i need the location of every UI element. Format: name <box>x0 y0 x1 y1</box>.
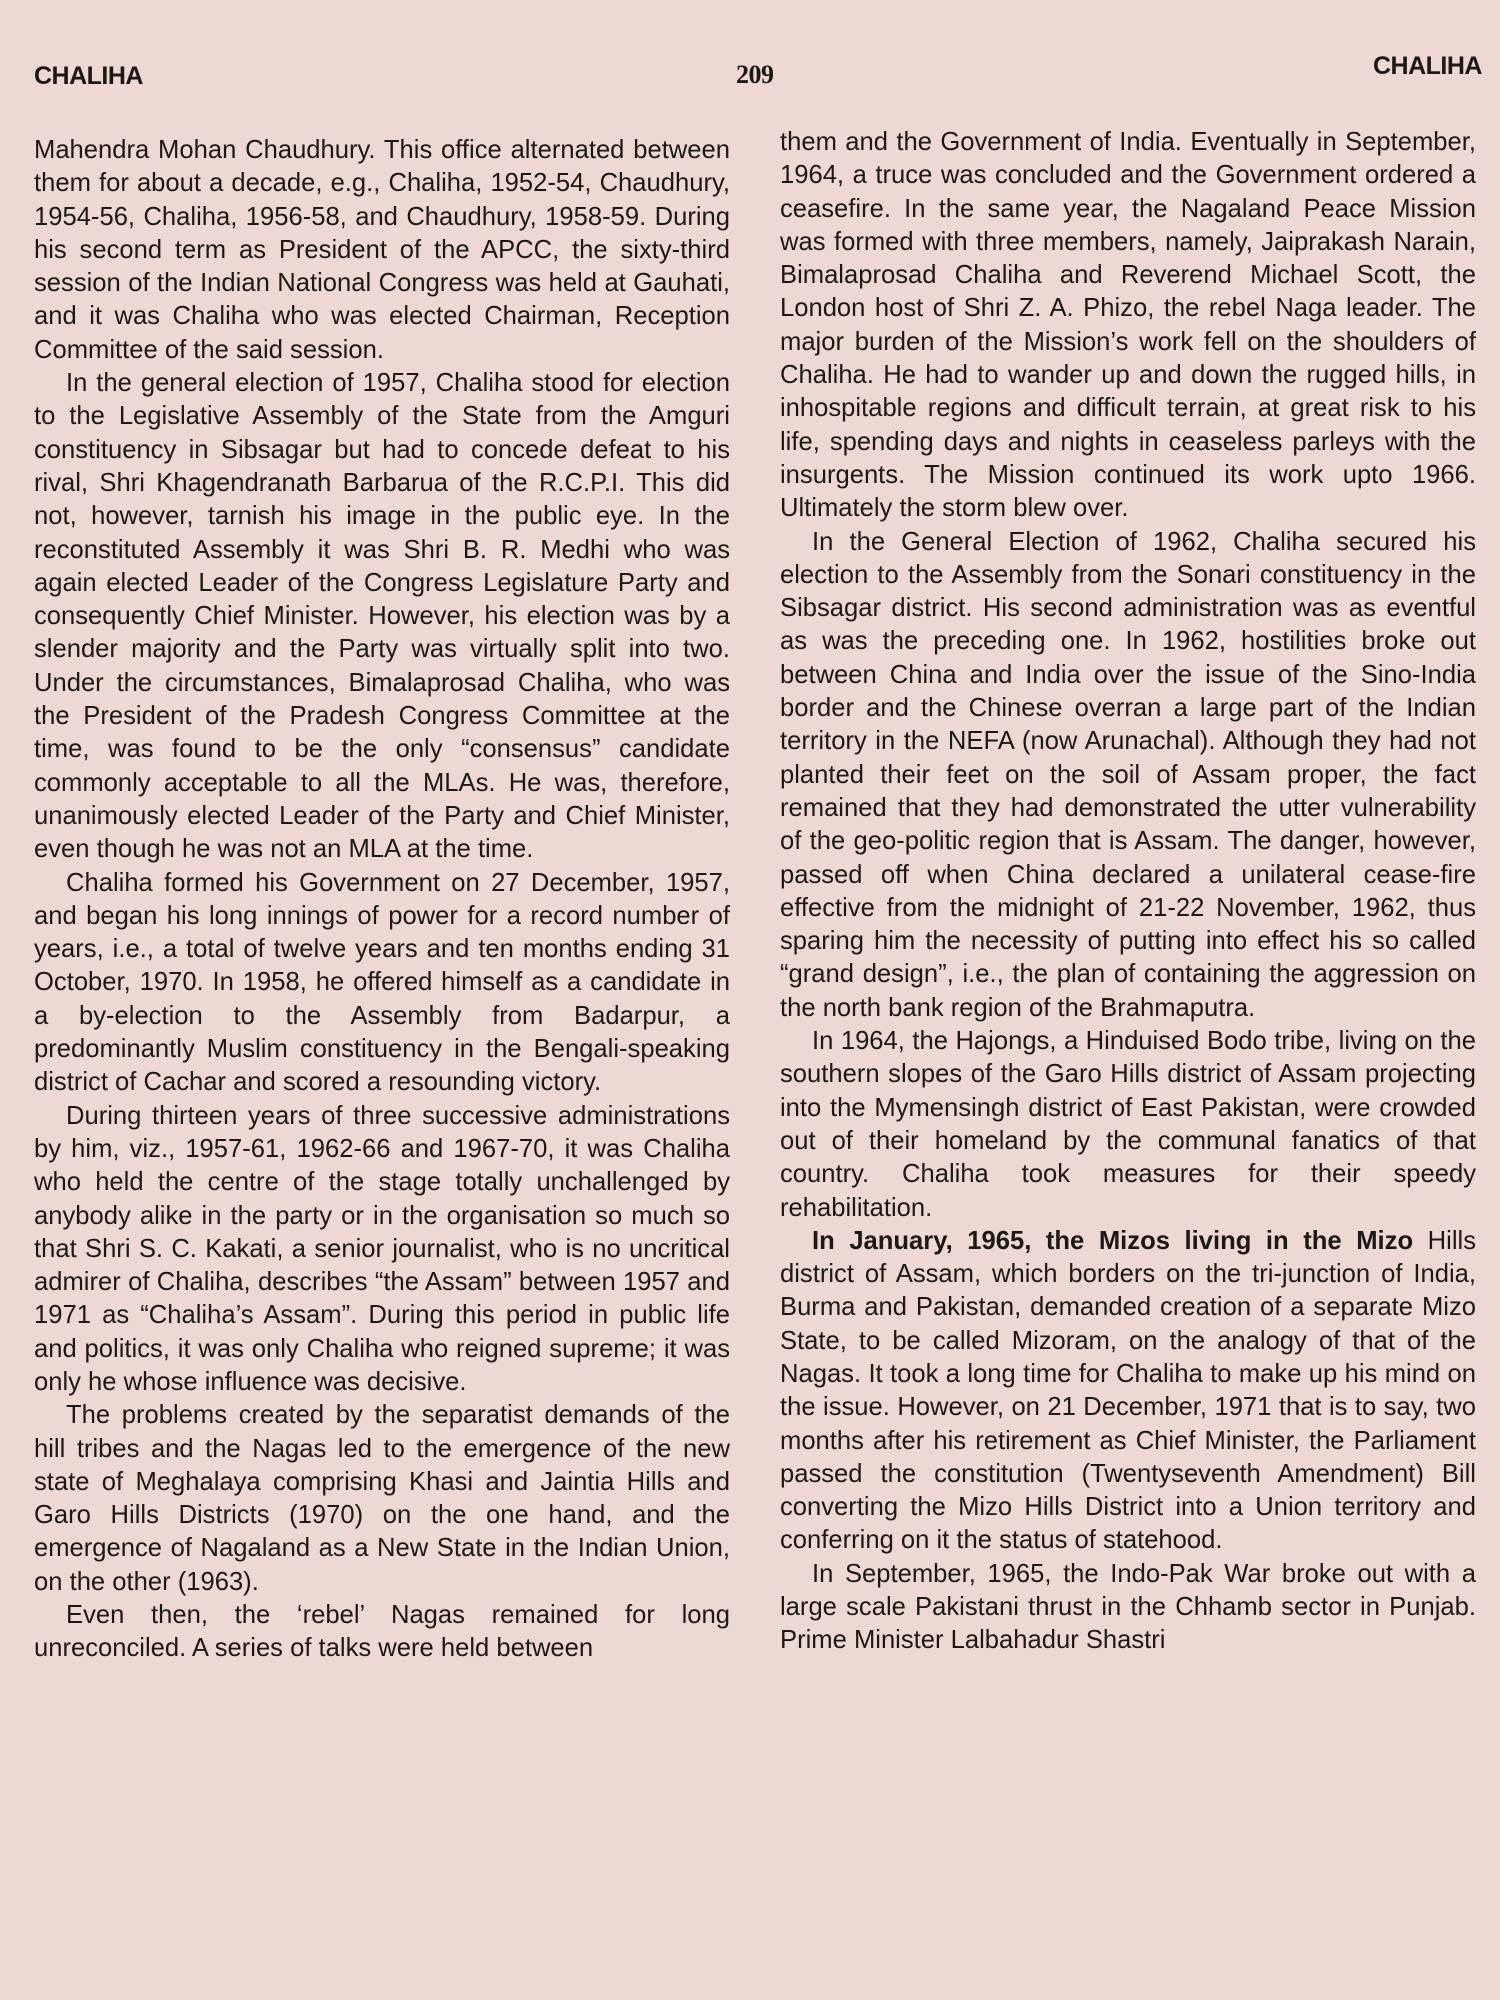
running-head-left: CHALIHA <box>34 62 143 90</box>
paragraph-rest: Hills district of Assam, which borders on the tri-junction of India, Burma and Pakistan, demanded creation of a separate Mizo State, to be called Mizoram, on the analogy of that of the Nagas. It took a long time for Chaliha to make up his mind on the issue. However, on 21 December, 1971 that is to say, two months after his retirement as Chief Minister, the Parliament passed the constitution (Twentyseventh Amendment) Bill converting the Mizo Hills District into a Union territory and conferring on it the status of statehood. <box>780 1226 1476 1555</box>
right-column <box>780 126 1476 1658</box>
paragraph: In the General Election of 1962, Chaliha secured his election to the Assembly from the Sonari constituency in the Sibsagar district. His second administration was as eventful as was the preceding one. In 1962, hostilities broke out between China and India over the issue of the Sino-India border and the Chinese overran a large part of the Indian territory in the NEFA (now Arunachal). Although they had not planted their feet on the soil of Assam proper, the fact remained that they had demonstrated the utter vulnerability of the geo-politic region that is Assam. The danger, however, passed off when China declared a unilateral cease-fire effective from the midnight of 21-22 November, 1962, thus sparing him the necessity of putting into effect his so called “grand design”, i.e., the plan of containing the aggression on the north bank region of the Brahmaputra. <box>780 527 1476 1022</box>
paragraph: The problems created by the separatist demands of the hill tribes and the Nagas led to the emergence of the new state of Meghalaya comprising Khasi and Jaintia Hills and Garo Hills Districts (1970) on the one hand, and the emergence of Nagaland as a New State in the Indian Union, on the other (1963). <box>34 1401 730 1596</box>
paragraph: In September, 1965, the Indo-Pak War broke out with a large scale Pakistani thrust in the Chhamb sector in Punjab. Prime Minister Lalbahadur Shastri <box>780 1559 1476 1655</box>
paragraph <box>780 1225 1476 1558</box>
paragraph: them and the Government of India. Eventually in September, 1964, a truce was concluded and the Government ordered a ceasefire. In the same year, the Nagaland Peace Mission was formed with three members, namely, Jaiprakash Narain, Bimalaprosad Chaliha and Reverend Michael Scott, the London host of Shri Z. A. Phizo, the rebel Naga leader. The major burden of the Mission’s work fell on the shoulders of Chaliha. He had to wander up and down the rugged hills, in inhospitable regions and difficult terrain, at great risk to his life, spending days and nights in ceaseless parleys with the insurgents. The Mission continued its work upto 1966. Ultimately the storm blew over. <box>780 128 1476 523</box>
paragraph: During thirteen years of three successive administrations by him, viz., 1957-61, 1962-66 and 1967-70, it was Chaliha who held the centre of the stage totally unchallenged by anybody alike in the party or in the organisation so much so that Shri S. C. Kakati, a senior journalist, who is no uncritical admirer of Chaliha, describes “the Assam” between 1957 and 1971 as “Chaliha’s Assam”. During this period in public life and politics, it was only Chaliha who reigned supreme; it was only he whose influence was decisive. <box>34 1101 730 1396</box>
paragraph: In 1964, the Hajongs, a Hinduised Bodo tribe, living on the southern slopes of the Garo Hills district of Assam projecting into the Mymensingh district of East Pakistan, were crowded out of their homeland by the communal fanatics of that country. Chaliha took measures for their speedy rehabilitation. <box>780 1027 1476 1222</box>
paragraph-bold-lead: In January, 1965, the Mizos living in the Mizo <box>812 1226 1414 1255</box>
paragraph: Even then, the ‘rebel’ Nagas remained for long unreconciled. A series of talks were held between <box>34 1601 730 1663</box>
page-number: 209 <box>736 60 774 89</box>
paragraph: Mahendra Mohan Chaudhury. This office alternated between them for about a decade, e.g., Chaliha, 1952-54, Chaudhury, 1954-56, Chaliha, 1956-58, and Chaudhury, 1958-59. During his second term as President of the APCC, the sixty-third session of the Indian National Congress was held at Gauhati, and it was Chaliha who was elected Chairman, Reception Committee of the said session. <box>34 136 730 364</box>
running-head-right: CHALIHA <box>1373 52 1482 80</box>
paragraph: Chaliha formed his Government on 27 December, 1957, and began his long innings of power for a record number of years, i.e., a total of twelve years and ten months ending 31 October, 1970. In 1958, he offered himself as a candidate in a by-election to the Assembly from Badarpur, a predominantly Muslim constituency in the Bengali-speaking district of Cachar and scored a resounding victory. <box>34 868 730 1097</box>
paragraph: In the general election of 1957, Chaliha stood for election to the Legislative Assembly of the State from the Amguri constituency in Sibsagar but had to concede defeat to his rival, Shri Khagendranath Barbarua of the R.C.P.I. This did not, however, tarnish his image in the public eye. In the reconstituted Assembly it was Shri B. R. Medhi who was again elected Leader of the Congress Legislature Party and consequently Chief Minister. However, his election was by a slender majority and the Party was virtually split into two. Under the circumstances, Bimalaprosad Chaliha, who was the President of the Pradesh Congress Committee at the time, was found to be the only “consensus” candidate commonly acceptable to all the MLAs. He was, therefore, unanimously elected Leader of the Party and Chief Minister, even though he was not an MLA at the time. <box>34 369 730 864</box>
left-column <box>34 134 730 1666</box>
